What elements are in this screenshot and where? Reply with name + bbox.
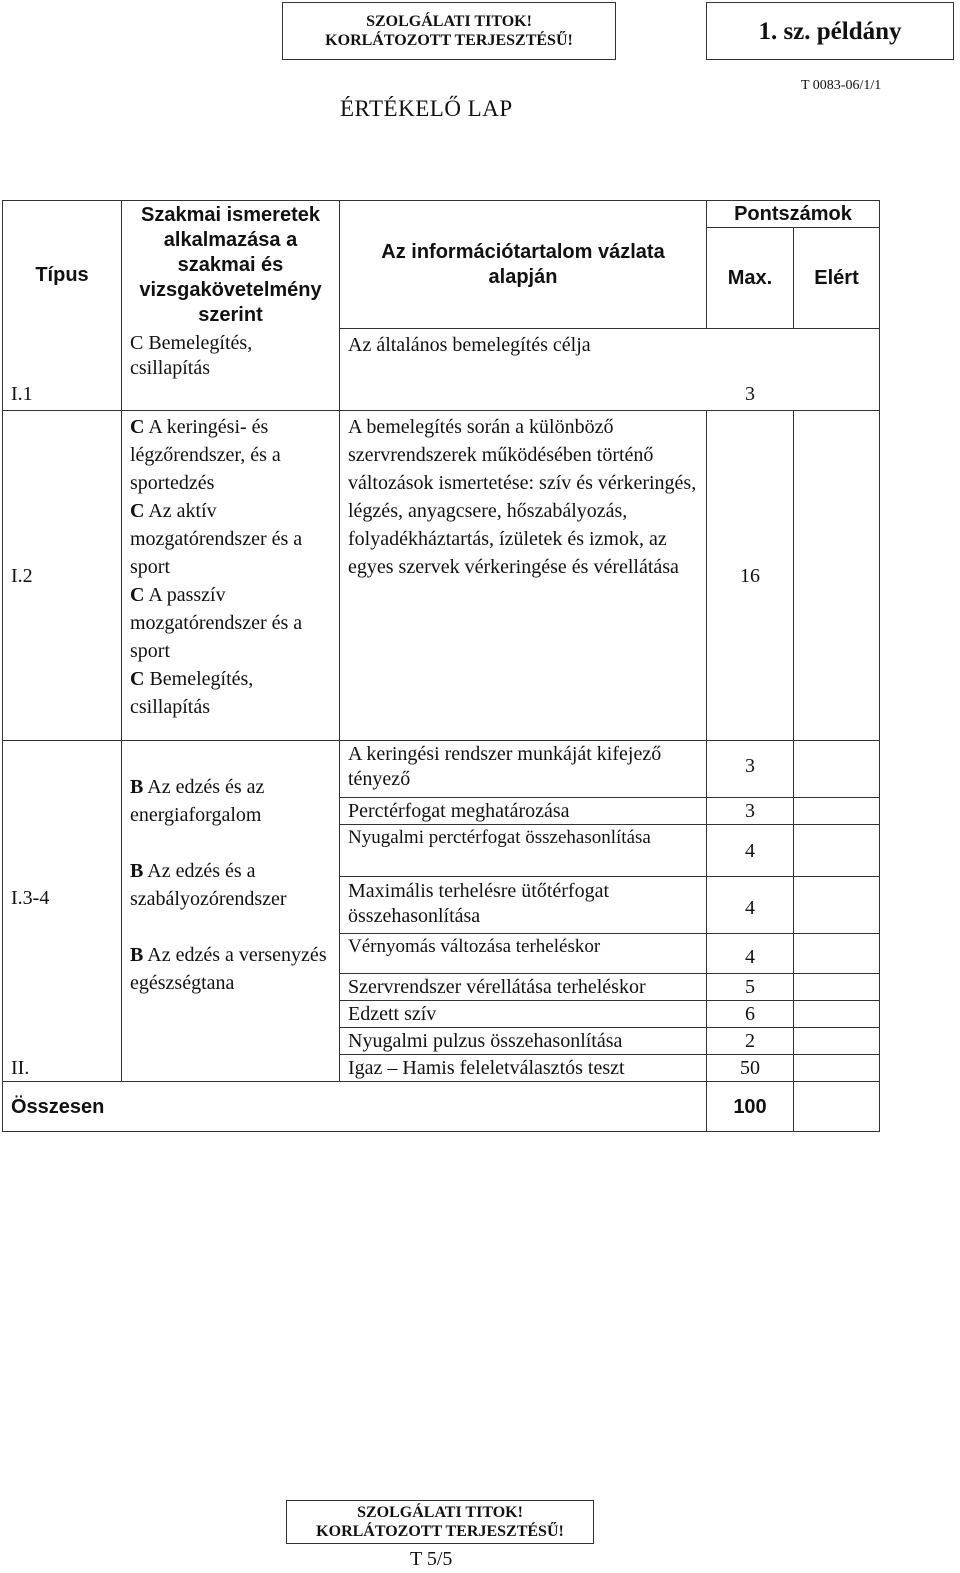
item-max: 6 [745, 1003, 755, 1025]
row-i2-max: 16 [740, 564, 760, 587]
row-i2-type-cell [3, 411, 122, 741]
row-i34-req-1 [130, 773, 331, 829]
req-text: Bemelegítés, csillapítás [130, 668, 254, 718]
table-row-total [3, 1082, 880, 1132]
table-row-ii [3, 1055, 880, 1082]
header-achieved-label: Elért [814, 267, 859, 289]
item-text: Szervrendszer vérellátása terheléskor [348, 976, 646, 998]
row-i34-item-6-achieved-cell [794, 974, 880, 1001]
row-ii-achieved-cell [794, 1055, 880, 1082]
total-achieved-cell [794, 1082, 880, 1132]
row-i2-req-4 [130, 665, 331, 721]
req-letter: C [130, 500, 145, 522]
row-i34-type-cell [3, 741, 122, 1055]
classification-header-box [282, 2, 616, 60]
row-ii-type: II. [11, 1056, 30, 1079]
item-max: 4 [745, 946, 755, 968]
row-i2-req-1 [130, 413, 331, 497]
table-row-i2 [3, 411, 880, 741]
item-max: 4 [745, 897, 755, 919]
item-max: 5 [745, 976, 755, 998]
copy-number-label: 1. sz. példány [758, 18, 902, 45]
table-header-row [3, 201, 880, 228]
total-max-cell [707, 1082, 794, 1132]
row-i34-item-8-text-cell [340, 1028, 707, 1055]
total-label: Összesen [11, 1095, 105, 1118]
row-i34-item-4-text-cell [340, 877, 707, 934]
item-max: 3 [745, 755, 755, 777]
row-i2-outline-cell [340, 411, 707, 741]
row-i1-requirement-cell [122, 329, 340, 411]
row-i34-item-5-max-cell [707, 934, 794, 974]
header-max-label: Max. [727, 267, 773, 289]
row-i34-item-8-achieved-cell [794, 1028, 880, 1055]
evaluation-table [2, 200, 880, 1132]
row-i34-item-2-max-cell [707, 798, 794, 825]
header-achieved-cell [794, 228, 880, 329]
row-i2-requirement-cell [122, 411, 340, 741]
header-points-cell [707, 201, 880, 228]
req-letter: C [130, 668, 145, 690]
classification-footer-box [286, 1500, 594, 1544]
req-spacer [130, 913, 331, 941]
page-number: T 5/5 [410, 1548, 453, 1570]
row-i34-req-3 [130, 941, 331, 997]
item-text: Nyugalmi pulzus összehasonlítása [348, 1030, 623, 1052]
row-i1-req-text: Bemelegítés, csillapítás [130, 331, 253, 379]
row-i34-item-7-max-cell [707, 1001, 794, 1028]
row-i34-requirement-cell [122, 741, 340, 1055]
total-max: 100 [733, 1095, 767, 1118]
row-i34-item-7-text-cell [340, 1001, 707, 1028]
row-ii-requirement-cell [122, 1055, 340, 1082]
item-text: Nyugalmi perctérfogat összehasonlítása [348, 827, 651, 848]
footer-classification-line-1: SZOLGÁLATI TITOK! [357, 1504, 523, 1521]
item-text: Maximális terhelésre ütőtérfogat összehasonlítása [348, 880, 610, 927]
row-i34-item-7-achieved-cell [794, 1001, 880, 1028]
row-i2-max-cell [707, 411, 794, 741]
req-spacer [130, 829, 331, 857]
header-requirement-label: Szakmai ismeretek alkalmazása a szakmai és vizsgakövetelmény szerint [139, 204, 322, 326]
req-text: Az edzés és a szabályozórendszer [130, 860, 287, 910]
row-i1-req-letter: C [130, 331, 144, 354]
row-i2-outline: A bemelegítés során a különböző szervrendszerek működésében történő változások ismertetése: szív és vérkeringés, légzés, anyagcsere, hőszabályozás, folyadékháztartás, ízületek és izmok, az egyes szervek vérkeringése és vérellátása [348, 416, 697, 578]
row-i34-item-3-achieved-cell [794, 825, 880, 877]
document-code: T 0083-06/1/1 [801, 78, 882, 93]
row-ii-max: 50 [740, 1057, 760, 1079]
req-text: Az edzés a versenyzés egészségtana [130, 944, 327, 994]
row-i34-item-1-text-cell [340, 741, 707, 798]
row-i34-req-2 [130, 857, 331, 913]
classification-line-1: SZOLGÁLATI TITOK! [366, 13, 532, 30]
row-i1-max-cell [707, 329, 794, 411]
page-title: ÉRTÉKELŐ LAP [340, 96, 513, 121]
header-outline-cell [340, 201, 707, 329]
row-i1-type-cell [3, 329, 122, 411]
header-points-label: Pontszámok [734, 203, 852, 225]
req-letter: B [130, 944, 144, 966]
row-i2-req-2 [130, 497, 331, 581]
req-letter: C [130, 416, 145, 438]
req-text: Az aktív mozgatórendszer és a sport [130, 500, 303, 578]
row-i34-item-4-max-cell [707, 877, 794, 934]
table-row-i1 [3, 329, 880, 411]
row-i34-item-8-max-cell [707, 1028, 794, 1055]
row-ii-type-cell [3, 1055, 122, 1082]
item-max: 2 [745, 1030, 755, 1052]
row-i1-outline-cell [340, 329, 707, 411]
item-text: Vérnyomás változása terheléskor [348, 936, 601, 957]
row-ii-outline: Igaz – Hamis feleletválasztós teszt [348, 1057, 625, 1079]
item-max: 3 [745, 800, 755, 822]
header-type-cell [3, 201, 122, 329]
row-i34-item-5-achieved-cell [794, 934, 880, 974]
req-text: Az edzés és az energiaforgalom [130, 776, 265, 826]
total-label-cell [3, 1082, 707, 1132]
copy-number-box [706, 2, 954, 60]
footer-classification-line-2: KORLÁTOZOTT TERJESZTÉSŰ! [316, 1523, 564, 1540]
row-i2-req-3 [130, 581, 331, 665]
header-type-label: Típus [35, 263, 89, 286]
row-ii-max-cell [707, 1055, 794, 1082]
header-outline-label: Az információtartalom vázlata alapján [381, 240, 665, 288]
row-i34-item-6-text-cell [340, 974, 707, 1001]
row-i34-item-4-achieved-cell [794, 877, 880, 934]
row-i34-item-3-text-cell [340, 825, 707, 877]
item-text: Edzett szív [348, 1003, 437, 1025]
row-i34-item-6-max-cell [707, 974, 794, 1001]
row-i1-max: 3 [745, 383, 755, 405]
row-ii-outline-cell [340, 1055, 707, 1082]
row-i2-achieved-cell [794, 411, 880, 741]
row-i34-item-2-text-cell [340, 798, 707, 825]
row-i34-item-5-text-cell [340, 934, 707, 974]
row-i1-outline: Az általános bemelegítés célja [348, 334, 591, 356]
item-max: 4 [745, 839, 755, 862]
row-i34-item-3-max-cell [707, 825, 794, 877]
row-i2-type: I.2 [11, 564, 33, 587]
row-i34-item-1-max-cell [707, 741, 794, 798]
row-i1-type: I.1 [11, 383, 33, 405]
req-letter: C [130, 584, 145, 606]
classification-line-2: KORLÁTOZOTT TERJESZTÉSŰ! [325, 32, 573, 49]
table-row-i34-item-1 [3, 741, 880, 798]
row-i1-achieved-cell [794, 329, 880, 411]
row-i34-item-1-achieved-cell [794, 741, 880, 798]
row-i34-type: I.3-4 [11, 886, 50, 909]
header-requirement-cell [122, 201, 340, 329]
req-text: A keringési- és légzőrendszer, és a sportedzés [130, 416, 281, 494]
item-text: A keringési rendszer munkáját kifejező tényező [348, 743, 662, 790]
req-letter: B [130, 860, 144, 882]
item-text: Perctérfogat meghatározása [348, 800, 570, 822]
req-text: A passzív mozgatórendszer és a sport [130, 584, 303, 662]
header-max-cell [707, 228, 794, 329]
req-letter: B [130, 776, 144, 798]
row-i34-item-2-achieved-cell [794, 798, 880, 825]
